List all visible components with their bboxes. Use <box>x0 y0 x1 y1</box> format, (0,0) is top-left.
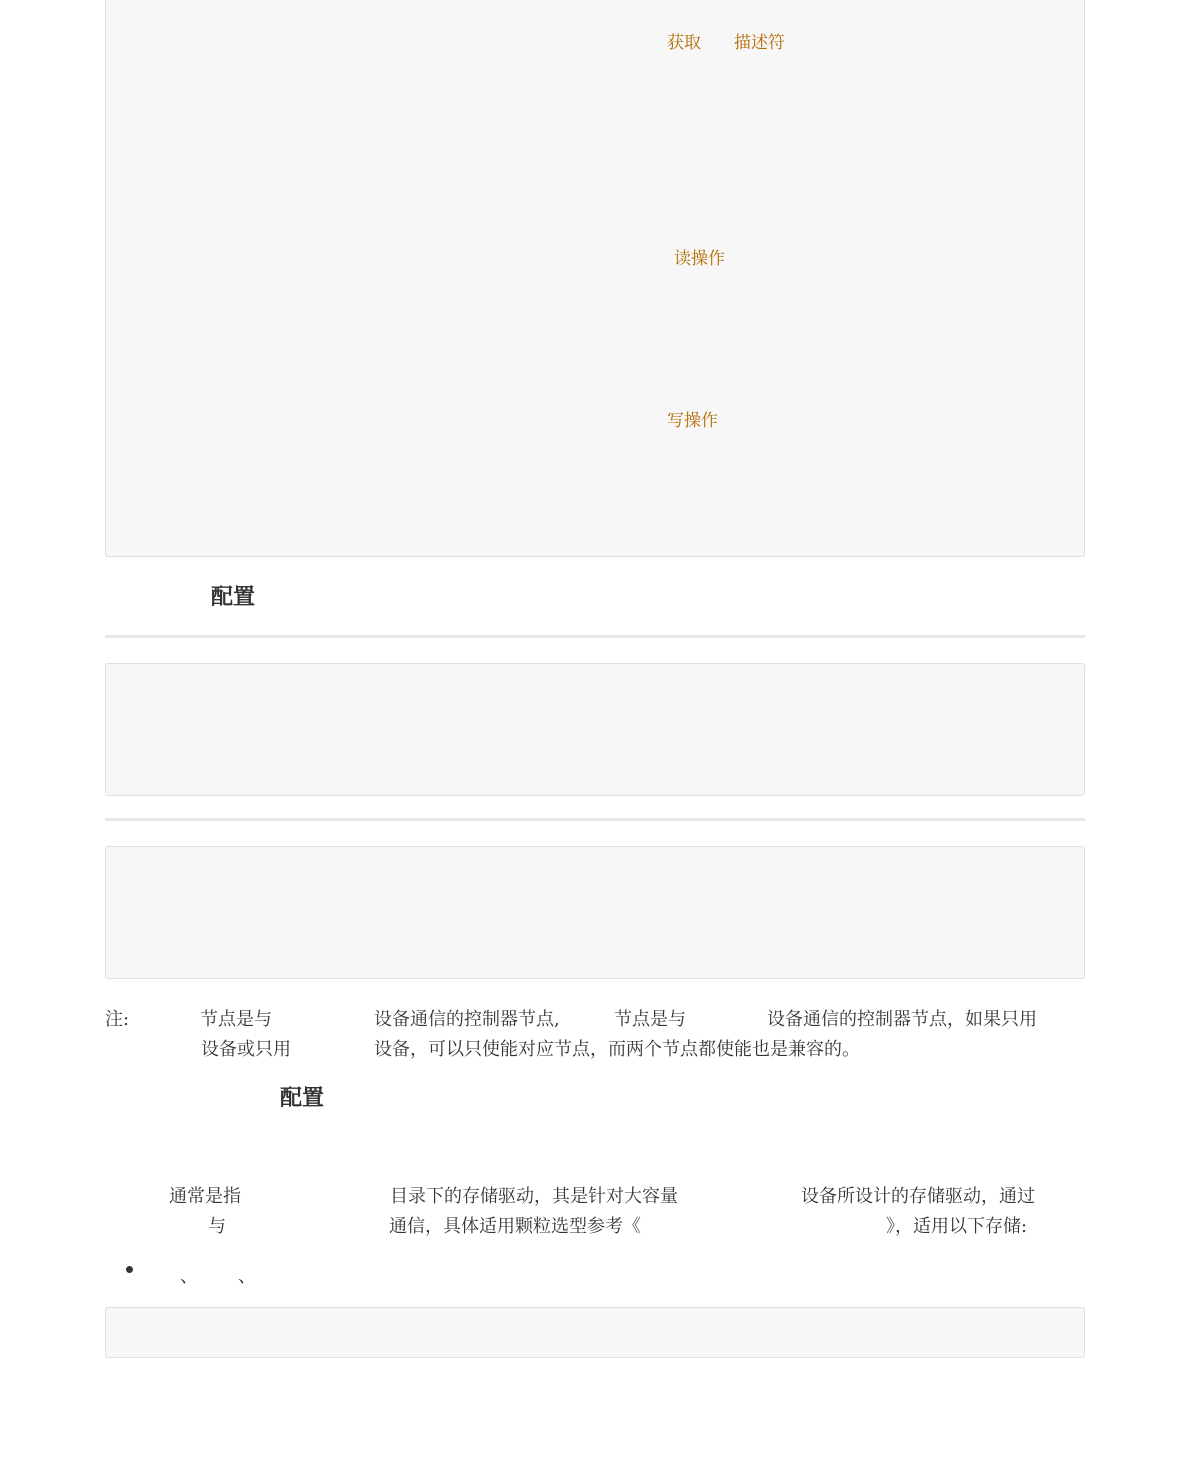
code-block-3 <box>105 846 1085 979</box>
note-text: 节点是与 <box>614 1009 686 1030</box>
code-block-1 <box>105 0 1085 557</box>
note-text: 设备通信的控制器节点，如果只用 <box>767 1009 1037 1030</box>
para-text: 通信，具体适用颗粒选型参考《 <box>389 1216 641 1237</box>
para-text: 与 <box>208 1216 226 1237</box>
para-text: 设备所设计的存储驱动，通过 <box>801 1186 1035 1207</box>
para-text: 目录下的存储驱动，其是针对大容量 <box>390 1186 678 1207</box>
code-token-write: 写操作 <box>667 411 718 431</box>
code-block-4 <box>105 1307 1085 1358</box>
code-token-get: 获取 <box>667 33 701 53</box>
code-token-descriptor: 描述符 <box>734 33 785 53</box>
list-separator: 、 <box>180 1266 198 1287</box>
list-separator: 、 <box>238 1266 256 1287</box>
note-text: 设备，可以只使能对应节点，而两个节点都使能也是兼容的。 <box>374 1039 860 1060</box>
note-text: 节点是与 <box>200 1009 272 1030</box>
code-block-2 <box>105 663 1085 796</box>
code-token-read: 读操作 <box>674 249 725 269</box>
para-text: 通常是指 <box>169 1186 241 1207</box>
section-heading-config: 配置 <box>211 584 256 610</box>
heading-divider <box>105 635 1085 638</box>
note-label: 注: <box>105 1009 130 1030</box>
list-bullet <box>126 1266 133 1273</box>
para-text: 》，适用以下存储: <box>886 1216 1028 1237</box>
section-heading-config-2: 配置 <box>280 1085 325 1111</box>
note-text: 设备通信的控制器节点, <box>374 1009 560 1030</box>
section-divider <box>105 818 1085 821</box>
note-text: 设备或只用 <box>201 1039 291 1060</box>
